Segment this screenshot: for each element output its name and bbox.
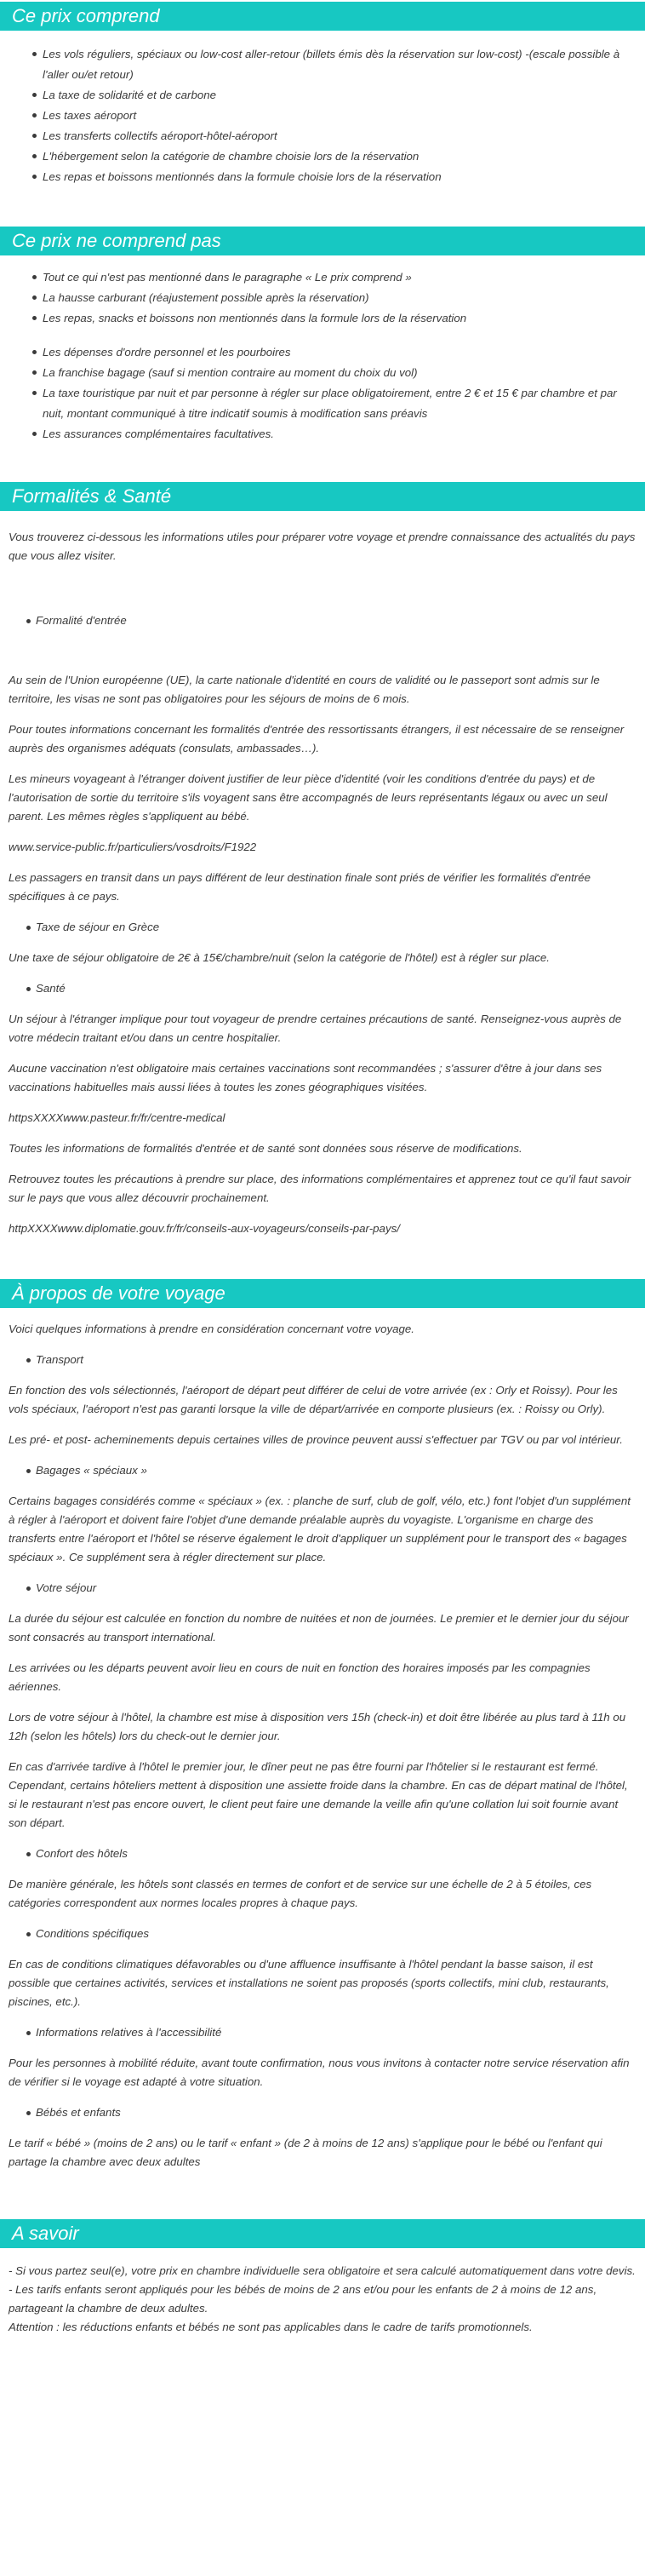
- about-trip-body: [0, 1308, 645, 2172]
- bullet-specific-conditions: Conditions spécifiques: [9, 1925, 636, 1943]
- list-item: Les dépenses d'ordre personnel et les pourboires: [43, 342, 636, 363]
- paragraph: Les arrivées ou les départs peuvent avoir lieu en cours de nuit en fonction des horaires imposés par les compagnies aériennes.: [9, 1661, 591, 1693]
- paragraph: Les pré- et post- acheminements depuis certaines villes de province peuvent aussi s'effectuer par TGV ou par vol intérieur.: [9, 1433, 623, 1446]
- bullet-babies-children: Bébés et enfants: [9, 2103, 636, 2122]
- list-item: L'hébergement selon la catégorie de chambre choisie lors de la réservation: [43, 146, 636, 167]
- about-intro: Voici quelques informations à prendre en considération concernant votre voyage.: [9, 1322, 415, 1335]
- paragraph: Le tarif « bébé » (moins de 2 ans) ou le tarif « enfant » (de 2 à moins de 12 ans) s'applique pour le bébé ou l'enfant qui partage la chambre avec deux adultes: [9, 2137, 602, 2168]
- formalities-body: [0, 511, 645, 1238]
- paragraph: Un séjour à l'étranger implique pour tout voyageur de prendre certaines précautions de santé. Renseignez-vous auprès de votre médecin traitant et/ou dans un centre hospitalier.: [9, 1013, 622, 1044]
- list-item: Les taxes aéroport: [43, 106, 636, 126]
- link-pasteur[interactable]: httpsXXXXwww.pasteur.fr/fr/centre-medical: [9, 1111, 225, 1124]
- price-includes-list: [9, 44, 636, 187]
- paragraph: Certains bagages considérés comme « spéciaux » (ex. : planche de surf, club de golf, vélo, etc.) font l'objet d'un supplément à régler à l'aéroport et doivent faire l'objet d'une demande préalable auprès du voyagiste. L'organisme en charge des transferts entre l'aéroport et l'hôtel se réserve également le droit d'appliquer un supplément pour le transport des « bagages spéciaux ». Ce supplément sera à régler directement sur place.: [9, 1495, 631, 1563]
- section-header-formalities: Formalités & Santé: [0, 482, 645, 511]
- list-item: Les repas et boissons mentionnés dans la formule choisie lors de la réservation: [43, 167, 636, 187]
- bullet-your-stay: Votre séjour: [9, 1579, 636, 1598]
- paragraph: Toutes les informations de formalités d'entrée et de santé sont données sous réserve de modifications.: [9, 1142, 522, 1155]
- list-item: Les assurances complémentaires facultatives.: [43, 424, 636, 445]
- paragraph: Lors de votre séjour à l'hôtel, la chambre est mise à disposition vers 15h (check-in) et doit être libérée au plus tard à 11h ou 12h (selon les hôtels) lors du check-out le dernier jour.: [9, 1711, 626, 1742]
- paragraph: Les mineurs voyageant à l'étranger doivent justifier de leur pièce d'identité (voir les conditions d'entrée du pays) et de l'autorisation de sortie du territoire s'ils voyagent sans être accompagnés de leurs représentants légaux ou avec un seul parent. Les mêmes règles s'appliquent au bébé.: [9, 772, 608, 823]
- bullet-hotel-comfort: Confort des hôtels: [9, 1845, 636, 1863]
- paragraph: Pour toutes informations concernant les formalités d'entrée des ressortissants étrangers, il est nécessaire de se renseigner auprès des organismes adéquats (consulats, ambassades…).: [9, 723, 625, 754]
- price-excludes-list-a: [9, 267, 636, 329]
- paragraph: Au sein de l'Union européenne (UE), la carte nationale d'identité en cours de validité ou le passeport sont admis sur le territoire, les visas ne sont pas obligatoires pour les séjours de moins de 6 mois.: [9, 674, 600, 705]
- paragraph: En fonction des vols sélectionnés, l'aéroport de départ peut différer de celui de votre arrivée (ex : Orly et Roissy). Pour les vols spéciaux, l'aéroport n'est pas garanti lorsque la ville de départ/arrivée en comporte plusieurs (ex. : Roissy ou Orly).: [9, 1384, 618, 1415]
- bullet-transport: Transport: [9, 1351, 636, 1369]
- list-item: La hausse carburant (réajustement possible après la réservation): [43, 288, 636, 308]
- paragraph: Aucune vaccination n'est obligatoire mais certaines vaccinations sont recommandées ; s'assurer d'être à jour dans ses vaccinations habituelles mais aussi liées à toutes les zones géographiques visitées.: [9, 1062, 602, 1093]
- link-service-public[interactable]: www.service-public.fr/particuliers/vosdroits/F1922: [9, 840, 257, 853]
- paragraph: Une taxe de séjour obligatoire de 2€ à 15€/chambre/nuit (selon la catégorie de l'hôtel) est à régler sur place.: [9, 951, 550, 964]
- section-header-price-excludes: Ce prix ne comprend pas: [0, 227, 645, 255]
- good-to-know-line: - Si vous partez seul(e), votre prix en chambre individuelle sera obligatoire et sera calculé automatiquement dans votre devis.: [9, 2264, 636, 2277]
- price-includes-body: [0, 31, 645, 187]
- bullet-health: Santé: [9, 979, 636, 998]
- formalities-intro: Vous trouverez ci-dessous les informations utiles pour préparer votre voyage et prendre connaissance des actualités du pays que vous allez visiter.: [9, 531, 636, 562]
- list-item: La franchise bagage (sauf si mention contraire au moment du choix du vol): [43, 363, 636, 383]
- paragraph: Pour les personnes à mobilité réduite, avant toute confirmation, nous vous invitons à contacter notre service réservation afin de vérifier si le voyage est adapté à votre situation.: [9, 2057, 630, 2088]
- paragraph: Retrouvez toutes les précautions à prendre sur place, des informations complémentaires et apprenez tout ce qu'il faut savoir sur le pays que vous allez découvrir prochainement.: [9, 1173, 631, 1204]
- paragraph: En cas de conditions climatiques défavorables ou d'une affluence insuffisante à l'hôtel pendant la basse saison, il est possible que certaines activités, services et installations ne soient pas proposés (sports collectifs, mini club, restaurants, piscines, etc.).: [9, 1958, 609, 2008]
- list-item: Les repas, snacks et boissons non mentionnés dans la formule lors de la réservation: [43, 308, 636, 329]
- list-item: Tout ce qui n'est pas mentionné dans le paragraphe « Le prix comprend »: [43, 267, 636, 288]
- price-excludes-list-b: [9, 342, 636, 445]
- section-header-about-trip: À propos de votre voyage: [0, 1279, 645, 1308]
- list-item: Les vols réguliers, spéciaux ou low-cost aller-retour (billets émis dès la réservation sur low-cost) -(escale possible à l'aller ou/et retour): [43, 44, 636, 85]
- price-excludes-body: [0, 255, 645, 445]
- list-item: La taxe touristique par nuit et par personne à régler sur place obligatoirement, entre 2 € et 15 € par chambre et par nuit, montant communiqué à titre indicatif soumis à modification sans préavis: [43, 383, 636, 424]
- good-to-know-line: - Les tarifs enfants seront appliqués pour les bébés de moins de 2 ans et/ou pour les enfants de 2 à moins de 12 ans, partageant la chambre de deux adultes.: [9, 2283, 597, 2315]
- bullet-entry-formalities: Formalité d'entrée: [9, 611, 636, 630]
- paragraph: De manière générale, les hôtels sont classés en termes de confort et de service sur une échelle de 2 à 5 étoiles, ces catégories correspondent aux normes locales propres à chaque pays.: [9, 1878, 592, 1909]
- bullet-special-baggage: Bagages « spéciaux »: [9, 1461, 636, 1480]
- paragraph: Les passagers en transit dans un pays différent de leur destination finale sont priés de vérifier les formalités d'entrée spécifiques à ce pays.: [9, 871, 591, 903]
- section-header-price-includes: Ce prix comprend: [0, 2, 645, 31]
- bullet-tax-greece: Taxe de séjour en Grèce: [9, 918, 636, 937]
- list-item: La taxe de solidarité et de carbone: [43, 85, 636, 106]
- list-item: Les transferts collectifs aéroport-hôtel-aéroport: [43, 126, 636, 146]
- paragraph: En cas d'arrivée tardive à l'hôtel le premier jour, le dîner peut ne pas être fourni par l'hôtelier si le restaurant est fermé. Cependant, certains hôteliers mettent à disposition une assiette froide dans la chambre. En cas de départ matinal de l'hôtel, si le restaurant n'est pas encore ouvert, le client peut faire une demande la veille afin qu'une collation lui soit fournie avant son départ.: [9, 1760, 628, 1829]
- link-diplomatie[interactable]: httpXXXXwww.diplomatie.gouv.fr/fr/conseils-aux-voyageurs/conseils-par-pays/: [9, 1222, 400, 1235]
- good-to-know-body: [0, 2248, 645, 2337]
- bullet-accessibility: Informations relatives à l'accessibilité: [9, 2023, 636, 2042]
- section-header-good-to-know: A savoir: [0, 2219, 645, 2248]
- paragraph: La durée du séjour est calculée en fonction du nombre de nuitées et non de journées. Le premier et le dernier jour du séjour sont consacrés au transport international.: [9, 1612, 629, 1644]
- good-to-know-line: Attention : les réductions enfants et bébés ne sont pas applicables dans le cadre de tarifs promotionnels.: [9, 2321, 533, 2333]
